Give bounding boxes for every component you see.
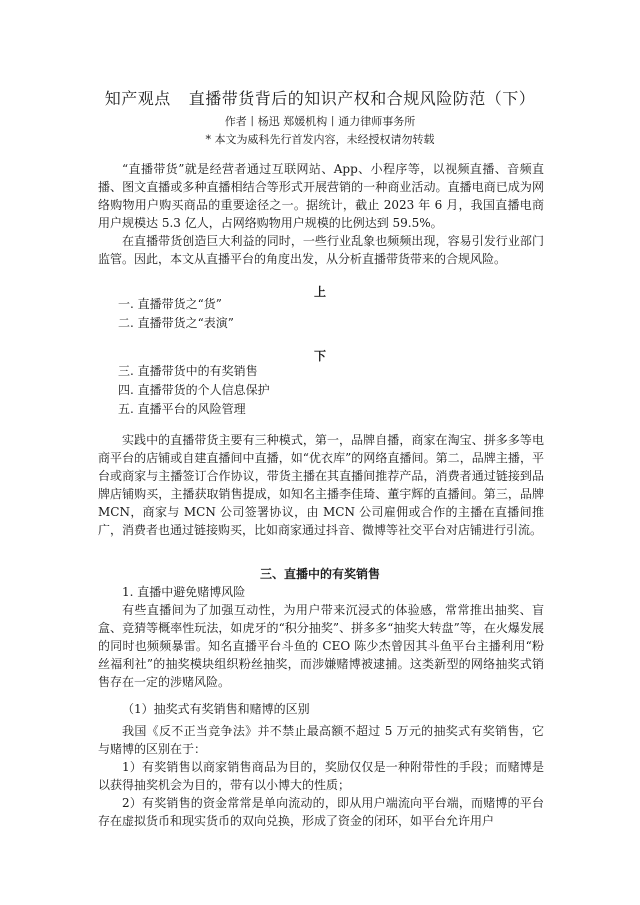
modes-section <box>98 431 544 539</box>
section-3-body-2 <box>98 700 544 830</box>
toc-item: 三. 直播带货中的有奖销售 <box>118 364 258 378</box>
section-3-paragraph-4: 2）有奖销售的资金常常是单向流动的，即从用户端流向平台端，而赌博的平台存在虚拟货币和现实货币的双向兑换，形成了资金的闭环，如平台允许用户 <box>98 796 544 828</box>
intro-paragraph-2: 在直播带货创造巨大利益的同时，一些行业乱象也频频出现，容易引发行业部门监管。因此，本文从直播平台的角度出发，从分析直播带货带来的合规风险。 <box>98 234 544 266</box>
toc-item: 二. 直播带货之“表演” <box>118 316 234 330</box>
toc-heading-lower: 下 <box>313 349 326 363</box>
title-column-label: 知产观点 <box>104 89 171 108</box>
subheading-2: （1）抽奖式有奖销售和赌博的区别 <box>122 702 310 716</box>
copyright-notice: * 本文为威科先行首发内容，未经授权请勿转载 <box>205 133 435 146</box>
toc-lower-list <box>118 362 538 419</box>
toc-heading-upper: 上 <box>313 285 326 299</box>
toc-upper-list <box>118 295 538 333</box>
section-3-heading: 三、直播中的有奖销售 <box>259 567 380 581</box>
intro-paragraph-1: “直播带货”就是经营者通过互联网站、App、小程序等，以视频直播、音频直播、图文直播或多种直播相结合等形式开展营销的一种商业活动。直播电商已成为网络购物用户购买商品的重要途径之一。据统计，截止 2023 年 6 月，我国直播电商用户规模达 5.3 亿人，占网络购物用户规模的比例达到 59.5%。 <box>98 162 544 230</box>
subheading-1: 1. 直播中避免赌博风险 <box>122 585 246 599</box>
toc-item: 一. 直播带货之“货” <box>118 297 222 311</box>
section-3-paragraph-1: 有些直播间为了加强互动性，为用户带来沉浸式的体验感，常常推出抽奖、盲盒、竞猜等概率性玩法，如虎牙的“积分抽奖”、拼多多“抽奖大转盘”等，在火爆发展的同时也频频暴雷。知名直播平台斗鱼的 CEO 陈少杰曾因其斗鱼平台主播利用“粉丝福利社”的抽奖模块组织粉丝抽奖，而涉嫌赌博被逮捕。这类新型的网络抽奖式销售存在一定的涉赌风险。 <box>98 603 544 689</box>
section-3-body <box>98 583 544 691</box>
section-3-paragraph-2: 我国《反不正当竞争法》并不禁止最高额不超过 5 万元的抽奖式有奖销售，它与赌博的区别在于： <box>98 724 544 756</box>
article-title <box>0 86 640 109</box>
toc-item: 五. 直播平台的风险管理 <box>118 402 246 416</box>
title-text: 直播带货背后的知识产权和合规风险防范（下） <box>188 89 536 108</box>
section-3-paragraph-3: 1）有奖销售以商家销售商品为目的，奖励仅仅是一种附带性的手段；而赌博是以获得抽奖机会为目的，带有以小博大的性质； <box>98 760 544 792</box>
intro-section <box>98 160 544 268</box>
modes-paragraph: 实践中的直播带货主要有三种模式，第一，品牌自播，商家在淘宝、拼多多等电商平台的店铺或自建直播间中直播，如“优衣库”的网络直播间。第二，品牌主播，平台或商家与主播签订合作协议，带货主播在其直播间推荐产品，消费者通过链接到品牌店铺购买，主播获取销售提成，如知名主播李佳琦、董宇辉的直播间。第三，品牌 MCN，商家与 MCN 公司签署协议，由 MCN 公司雇佣或合作的主播在直播间推广，消费者也通过链接购买，比如商家通过抖音、微博等社交平台对店铺进行引流。 <box>98 433 544 537</box>
author-byline: 作者丨杨迅 郑媛机构丨通力律师事务所 <box>224 115 416 128</box>
toc-item: 四. 直播带货的个人信息保护 <box>118 383 270 397</box>
